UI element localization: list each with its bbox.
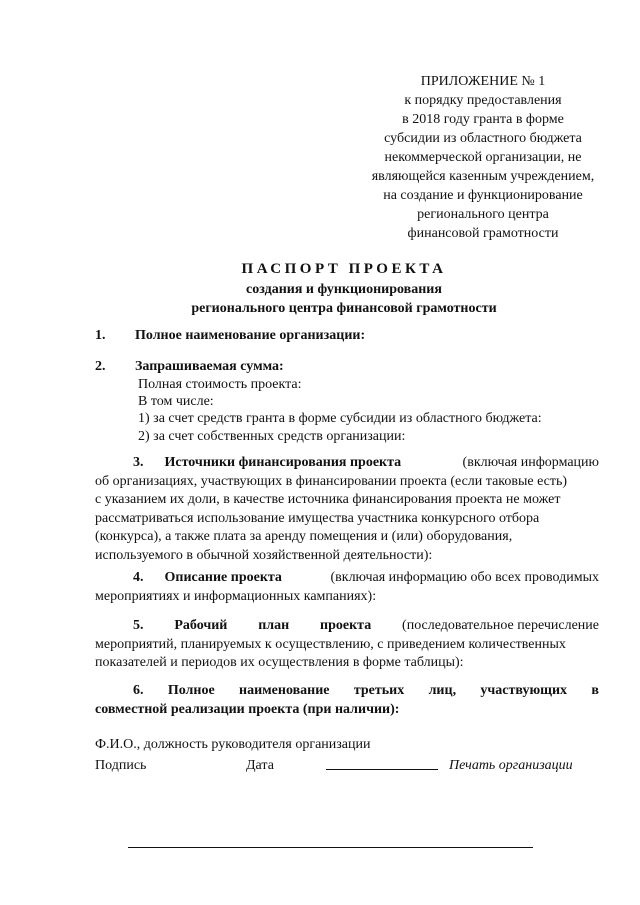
appendix-line: субсидии из областного бюджета — [384, 131, 582, 146]
appendix-header — [338, 72, 628, 243]
section-number: 1. — [95, 328, 106, 343]
section-4-paragraph — [95, 569, 599, 606]
section-text: используемого в обычной хозяйственной деятельности): — [95, 547, 433, 563]
section-3-first-line — [95, 454, 599, 473]
section-label-word: Полное — [167, 683, 215, 698]
section-text: мероприятиях и информационных кампаниях): — [95, 588, 377, 604]
appendix-line: являющейся казенным учреждением, — [371, 169, 595, 184]
section-label-word: Рабочий — [174, 618, 228, 633]
section-6-paragraph — [95, 682, 599, 719]
director-name-position: Ф.И.О., должность руководителя организации — [95, 737, 371, 752]
date-label: Дата — [246, 758, 274, 773]
section-label-word: проекта — [320, 618, 372, 633]
title-subtitle: создания и функционирования — [246, 282, 442, 297]
section-2-heading — [95, 357, 284, 376]
section-1-heading — [95, 326, 365, 345]
section-number: 5. — [133, 618, 144, 633]
section-label: Запрашиваемая сумма: — [135, 359, 284, 374]
appendix-line: на создание и функционирование — [383, 188, 583, 203]
appendix-line: к порядку предоставления — [404, 93, 562, 108]
section-label-word: план — [258, 618, 290, 633]
appendix-line: в 2018 году гранта в форме — [402, 112, 564, 127]
section-label: Источники финансирования проекта — [164, 455, 402, 470]
section-label-word: третьих — [353, 683, 405, 698]
section-text: рассматриваться использование имущества участника конкурсного отбора — [95, 510, 540, 526]
section-label-word: участвующих — [480, 683, 568, 698]
appendix-line: некоммерческой организации, не — [384, 150, 582, 165]
section-number: 2. — [95, 359, 106, 374]
section-label: Полное наименование организации: — [135, 328, 366, 343]
section-label-word: наименование — [239, 683, 330, 698]
section-number: 3. — [133, 455, 144, 470]
grant-funds-line: 1) за счет средств гранта в форме субсидии из областного бюджета: — [138, 411, 542, 426]
section-text: (последовательное перечисление — [402, 618, 599, 633]
section-label: Описание проекта — [164, 570, 282, 585]
signature-label: Подпись — [95, 758, 147, 773]
section-6-first-line — [95, 682, 599, 701]
section-text: (включая информацию — [462, 455, 599, 470]
section-text: мероприятий, планируемых к осуществлению, с приведением количественных — [95, 636, 566, 652]
appendix-title: ПРИЛОЖЕНИЕ № 1 — [420, 74, 546, 89]
section-text: (включая информацию обо всех проводимых — [330, 570, 599, 585]
section-4-first-line — [95, 569, 599, 588]
document-title — [0, 258, 640, 318]
title-subtitle: регионального центра финансовой грамотности — [191, 301, 497, 316]
section-label-word: в — [591, 683, 599, 698]
title-main: ПАСПОРТ ПРОЕКТА — [241, 261, 447, 277]
appendix-line: регионального центра — [417, 207, 549, 222]
bottom-divider — [128, 847, 533, 848]
including-line: В том числе: — [138, 394, 214, 409]
section-text: показателей и периодов их осуществления в форме таблицы): — [95, 655, 464, 671]
section-number: 4. — [133, 570, 144, 585]
section-5-paragraph — [95, 617, 599, 673]
section-label-word: лиц, — [428, 683, 457, 698]
section-5-first-line — [95, 617, 599, 636]
section-number: 6. — [133, 683, 144, 698]
total-cost-line: Полная стоимость проекта: — [138, 377, 302, 392]
seal-label: Печать организации — [449, 758, 573, 773]
section-text: об организациях, участвующих в финансировании проекта (если таковые есть) — [95, 473, 568, 489]
appendix-line: финансовой грамотности — [407, 226, 559, 241]
section-3-paragraph — [95, 454, 599, 566]
section-text: с указанием их доли, в качестве источника финансирования проекта не может — [95, 492, 561, 508]
date-blank-line — [326, 769, 438, 770]
own-funds-line: 2) за счет собственных средств организации: — [138, 429, 406, 444]
section-label: совместной реализации проекта (при наличии): — [95, 701, 400, 717]
section-text: (конкурса), а также плата за аренду помещения и (или) оборудования, — [95, 529, 513, 545]
